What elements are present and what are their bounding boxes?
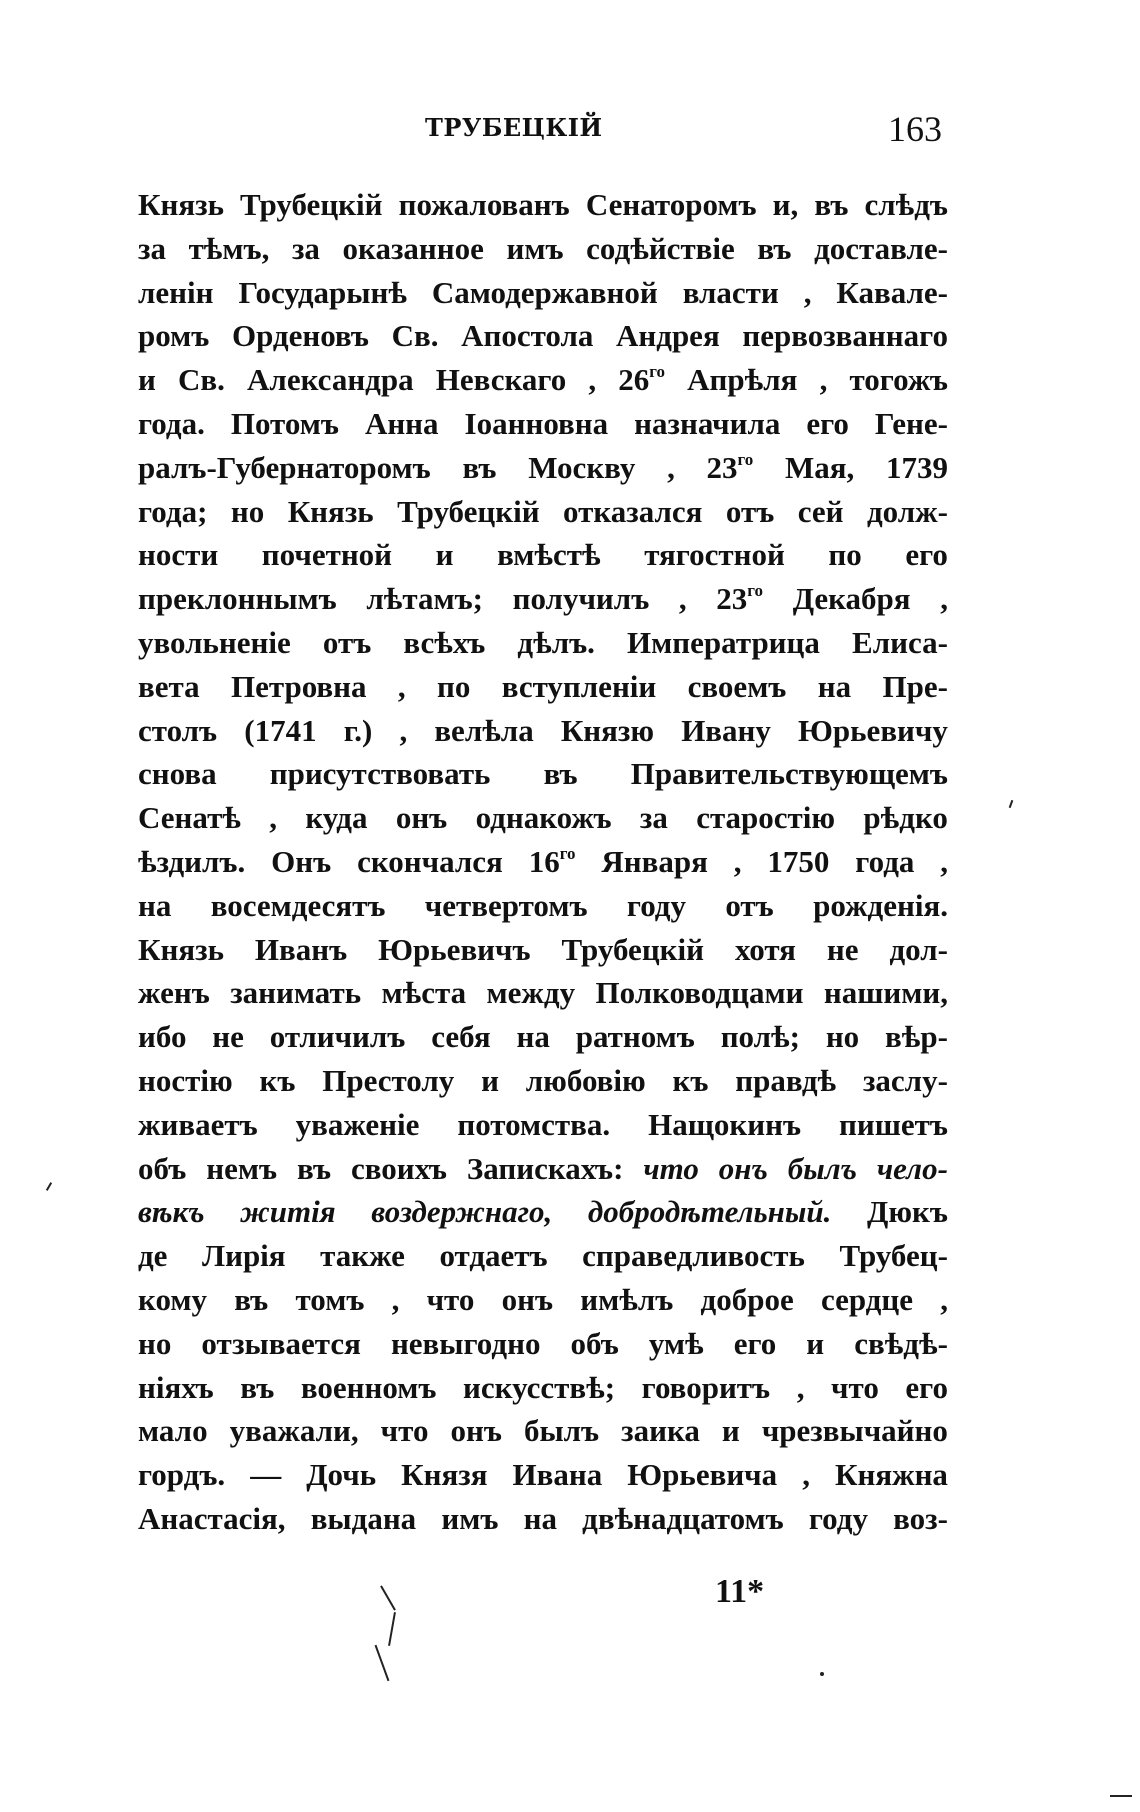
word: Иванъ	[254, 931, 348, 967]
word: по	[828, 537, 862, 573]
word: имѣлъ	[580, 1281, 674, 1317]
word: Трубец-	[839, 1238, 948, 1274]
word: тѣмъ,	[188, 230, 270, 266]
word: имъ	[441, 1500, 499, 1536]
word: что	[831, 1369, 879, 1405]
word: Князь	[287, 493, 374, 529]
word: былъ	[523, 1413, 600, 1449]
word: потомства.	[457, 1106, 611, 1142]
word: восемдесятъ	[210, 887, 386, 923]
word: ,	[397, 668, 406, 704]
word: $23^{го}$	[716, 581, 764, 617]
word: ромъ	[138, 318, 210, 354]
word: Петровна	[230, 668, 367, 704]
word: сердце	[820, 1281, 913, 1317]
word: почетной	[261, 537, 393, 573]
word: но	[825, 1019, 860, 1055]
word: (1741	[244, 712, 317, 748]
word: отъ	[322, 624, 372, 660]
text-line	[138, 358, 948, 402]
word: воз-	[893, 1500, 948, 1536]
word: содѣйствіе	[586, 230, 735, 266]
word: $16^{го}$	[528, 843, 576, 879]
word: ,	[733, 843, 742, 879]
word: 1739	[886, 449, 948, 485]
word: власти	[682, 274, 779, 310]
word: Запискахъ:	[466, 1150, 624, 1186]
word: Онъ	[271, 843, 332, 879]
word: отъ	[725, 887, 774, 923]
word: ностію	[138, 1062, 233, 1098]
word: Анна	[364, 405, 439, 441]
word: и	[721, 1413, 740, 1449]
word: и	[806, 1325, 825, 1361]
word: томъ	[295, 1281, 365, 1317]
word: Юрьевича	[627, 1457, 778, 1493]
word: ибо	[138, 1019, 187, 1055]
word: $26^{го}$	[618, 362, 666, 398]
word: старостію	[696, 800, 836, 836]
word: Александра	[247, 362, 414, 398]
word: нашими,	[823, 975, 948, 1011]
word: Гене-	[874, 405, 948, 441]
margin-speck	[1009, 800, 1014, 808]
word: не	[826, 931, 859, 967]
word: Самодержавной	[431, 274, 658, 310]
word: въ	[462, 449, 497, 485]
word: но	[230, 493, 265, 529]
word: года.	[138, 405, 205, 441]
word: Сенаторомъ	[585, 187, 757, 222]
text-line	[138, 1147, 948, 1191]
word: рожденія.	[813, 887, 948, 923]
word: въ	[814, 187, 849, 222]
word: Князю	[560, 712, 655, 748]
word: отдаетъ	[439, 1238, 548, 1274]
word: Орденовъ	[231, 318, 369, 354]
word: также	[320, 1238, 405, 1274]
word: года;	[138, 493, 208, 529]
stroke-mark	[375, 1645, 390, 1681]
word: Іоанновна	[464, 405, 609, 441]
word: что	[643, 1150, 699, 1186]
word: пишетъ	[839, 1106, 948, 1142]
word: уважали,	[229, 1413, 359, 1449]
word: столъ	[138, 712, 218, 748]
word: ратномъ	[575, 1019, 695, 1055]
word: вступленіи	[501, 668, 657, 704]
text-line	[138, 752, 948, 796]
word: говоритъ	[641, 1369, 771, 1405]
word: уваженіе	[295, 1106, 420, 1142]
word: ленін	[138, 274, 214, 310]
word: заслу-	[862, 1062, 948, 1098]
word: Трубецкій	[561, 931, 705, 967]
word: получилъ	[512, 581, 650, 617]
word: онъ	[395, 800, 448, 836]
word: и,	[772, 187, 799, 222]
word: Трубецкій	[240, 187, 383, 222]
word: немъ	[206, 1150, 278, 1186]
word: и	[481, 1062, 499, 1098]
word: года	[855, 843, 915, 879]
word: Апрѣля	[687, 362, 798, 398]
word: ,	[269, 800, 277, 836]
word: Кавале-	[836, 274, 948, 310]
word: его	[806, 405, 849, 441]
word: Апостола	[461, 318, 594, 354]
text-line	[138, 183, 948, 227]
page-number: 163	[888, 109, 942, 149]
word: Января	[601, 843, 708, 879]
word: на	[138, 887, 172, 923]
word: Государынѣ	[238, 274, 407, 310]
word: въ	[296, 1150, 332, 1186]
word: $23^{го}$	[706, 449, 754, 485]
word: полѣ;	[720, 1019, 800, 1055]
word: вѣкъ	[138, 1194, 205, 1230]
word: оказанное	[342, 230, 484, 266]
text-block	[138, 183, 948, 1541]
word: ,	[796, 1369, 805, 1405]
word: Правительствующемъ	[630, 756, 948, 792]
word: Лирія	[201, 1238, 286, 1274]
word: въ	[757, 230, 792, 266]
word: не	[212, 1019, 244, 1055]
word: Св.	[178, 362, 225, 398]
word: вѣр-	[885, 1019, 948, 1055]
word: своихъ	[350, 1150, 447, 1186]
word: первозваннаго	[742, 318, 948, 354]
word: чрезвычайно	[761, 1413, 948, 1449]
text-line	[138, 1409, 948, 1453]
text-line	[138, 1366, 948, 1410]
word: ,	[399, 712, 408, 748]
word: его	[733, 1325, 777, 1361]
word: Пре-	[882, 668, 948, 704]
stroke-mark	[388, 1612, 396, 1646]
word: ралъ-Губернаторомъ	[138, 449, 431, 485]
word: онъ	[501, 1281, 554, 1317]
text-line	[138, 1103, 948, 1147]
word: ,	[667, 449, 675, 485]
text-line	[138, 227, 948, 271]
word: назначила	[634, 405, 781, 441]
word: Ивана	[512, 1457, 603, 1493]
word: вмѣстѣ	[497, 537, 601, 573]
word: его	[905, 1369, 948, 1405]
word: —	[250, 1457, 282, 1493]
text-line	[138, 971, 948, 1015]
word: Князь	[138, 931, 224, 967]
text-line	[138, 402, 948, 446]
word: въ	[543, 756, 578, 792]
word: ,	[803, 274, 812, 310]
word: справедливость	[582, 1238, 805, 1274]
text-line	[138, 884, 948, 928]
text-line	[138, 1190, 948, 1234]
word: объ	[138, 1150, 187, 1186]
word: хотя	[734, 931, 796, 967]
word: женъ	[138, 975, 210, 1011]
word: Нащокинъ	[648, 1106, 802, 1142]
word: ,	[678, 581, 687, 617]
word: дол-	[889, 931, 948, 967]
text-line	[138, 314, 948, 358]
word: мѣста	[381, 975, 467, 1011]
text-line	[138, 271, 948, 315]
word: онъ	[718, 1150, 768, 1186]
word: искусствѣ;	[463, 1369, 616, 1405]
word: его	[905, 537, 948, 573]
margin-speck	[46, 1182, 52, 1191]
word: ніяхъ	[138, 1369, 214, 1405]
word: Престолу	[322, 1062, 455, 1098]
text-line	[138, 709, 948, 753]
word: заика	[621, 1413, 700, 1449]
word: доставле-	[814, 230, 948, 266]
word: Князь	[138, 187, 224, 222]
word: имъ	[506, 230, 564, 266]
text-line	[138, 1234, 948, 1278]
word: году	[626, 887, 686, 923]
word: отъ	[725, 493, 775, 529]
text-line	[138, 1278, 948, 1322]
text-line	[138, 1015, 948, 1059]
signature-mark: 11*	[715, 1573, 765, 1610]
text-line	[138, 1059, 948, 1103]
word: Андрея	[616, 318, 720, 354]
stroke-mark	[380, 1585, 396, 1610]
word: двѣнадцатомъ	[582, 1500, 784, 1536]
word: слѣдъ	[864, 187, 948, 222]
word: вета	[138, 668, 200, 704]
bottom-speck	[820, 1672, 824, 1676]
text-line	[138, 1322, 948, 1366]
word: былъ	[787, 1150, 857, 1186]
word: снова	[138, 756, 217, 792]
word: любовію	[525, 1062, 646, 1098]
word: гордъ.	[138, 1457, 226, 1493]
word: и	[435, 537, 454, 573]
word: военномъ	[300, 1369, 437, 1405]
text-line	[138, 796, 948, 840]
word: Императрица	[627, 624, 820, 660]
word: невыгодно	[390, 1325, 541, 1361]
word: тогожъ	[849, 362, 948, 398]
word: Сенатѣ	[138, 800, 241, 836]
word: къ	[259, 1062, 296, 1098]
word: ѣздилъ.	[138, 843, 246, 879]
word: Св.	[391, 318, 439, 354]
word: ности	[138, 537, 219, 573]
word: г.)	[343, 712, 373, 748]
word: присутствовать	[269, 756, 491, 792]
word: скончался	[357, 843, 503, 879]
word: пожалованъ	[398, 187, 570, 222]
word: Мая,	[785, 449, 855, 485]
word: живаетъ	[138, 1106, 258, 1142]
word: между	[486, 975, 576, 1011]
text-line	[138, 928, 948, 972]
word: ,	[391, 1281, 400, 1317]
word: на	[523, 1500, 557, 1536]
word: по	[437, 668, 471, 704]
word: къ	[672, 1062, 709, 1098]
word: лѣтамъ;	[366, 581, 483, 617]
word: Полководцами	[595, 975, 804, 1011]
text-line	[138, 577, 948, 621]
word: Дюкъ	[867, 1194, 948, 1230]
word: дѣлъ.	[517, 624, 595, 660]
word: своемъ	[687, 668, 787, 704]
word: году	[808, 1500, 868, 1536]
word: куда	[305, 800, 368, 836]
word: свѣдѣ-	[854, 1325, 948, 1361]
word: ,	[588, 362, 597, 398]
word: Москву	[528, 449, 636, 485]
word: отличилъ	[269, 1019, 406, 1055]
word: Декабря	[792, 581, 911, 617]
word: за	[291, 230, 320, 266]
running-head: ТРУБЕЦКІЙ	[425, 113, 603, 142]
word: всѣхъ	[403, 624, 486, 660]
word: отзывается	[201, 1325, 361, 1361]
word: ,	[940, 1281, 948, 1317]
word: отказался	[563, 493, 703, 529]
word: выдана	[310, 1500, 417, 1536]
word: въ	[234, 1281, 269, 1317]
word: ,	[940, 843, 948, 879]
word: воздержнаго,	[371, 1194, 553, 1230]
word: Князя	[401, 1457, 488, 1493]
word: ,	[940, 581, 948, 617]
word: въ	[240, 1369, 275, 1405]
word: что	[426, 1281, 475, 1317]
text-line	[138, 840, 948, 884]
word: де	[138, 1238, 168, 1274]
text-line	[138, 665, 948, 709]
word: но	[138, 1325, 172, 1361]
word: житія	[240, 1194, 336, 1230]
word: 1750	[767, 843, 830, 879]
word: себя	[431, 1019, 491, 1055]
word: за	[138, 230, 166, 266]
word: Дочь	[306, 1457, 377, 1493]
word: на	[817, 668, 852, 704]
word: Юрьевичу	[798, 712, 948, 748]
text-line	[138, 1497, 948, 1541]
word: кому	[138, 1281, 207, 1317]
word: четвертомъ	[424, 887, 588, 923]
bottom-speck	[1110, 1795, 1132, 1797]
word: рѣдко	[863, 800, 948, 836]
word: Елиса-	[852, 624, 948, 660]
word: мало	[138, 1413, 208, 1449]
word: что	[380, 1413, 429, 1449]
word: Княжна	[834, 1457, 948, 1493]
word: Потомъ	[230, 405, 339, 441]
word: Трубецкій	[397, 493, 540, 529]
word: умѣ	[648, 1325, 704, 1361]
word: тягостной	[644, 537, 785, 573]
word: доброе	[700, 1281, 794, 1317]
word: добродѣтельный.	[587, 1194, 832, 1230]
word: за	[639, 800, 668, 836]
word: на	[516, 1019, 550, 1055]
word: и	[138, 362, 156, 398]
word: чело-	[876, 1150, 948, 1186]
word: увольненіе	[138, 624, 291, 660]
word: Анастасія,	[138, 1500, 286, 1536]
text-line	[138, 490, 948, 534]
word: Невскаго	[435, 362, 567, 398]
word: Ивану	[681, 712, 771, 748]
word: ,	[802, 1457, 810, 1493]
word: объ	[570, 1325, 619, 1361]
word: занимать	[230, 975, 362, 1011]
word: велѣла	[434, 712, 534, 748]
word: однакожъ	[475, 800, 612, 836]
word: ,	[819, 362, 828, 398]
word: преклоннымъ	[138, 581, 337, 617]
word: онъ	[450, 1413, 502, 1449]
text-line	[138, 621, 948, 665]
text-line	[138, 533, 948, 577]
word: Юрьевичъ	[378, 931, 531, 967]
text-line	[138, 446, 948, 490]
word: долж-	[866, 493, 948, 529]
word: сей	[797, 493, 844, 529]
word: правдѣ	[735, 1062, 837, 1098]
text-line	[138, 1453, 948, 1497]
